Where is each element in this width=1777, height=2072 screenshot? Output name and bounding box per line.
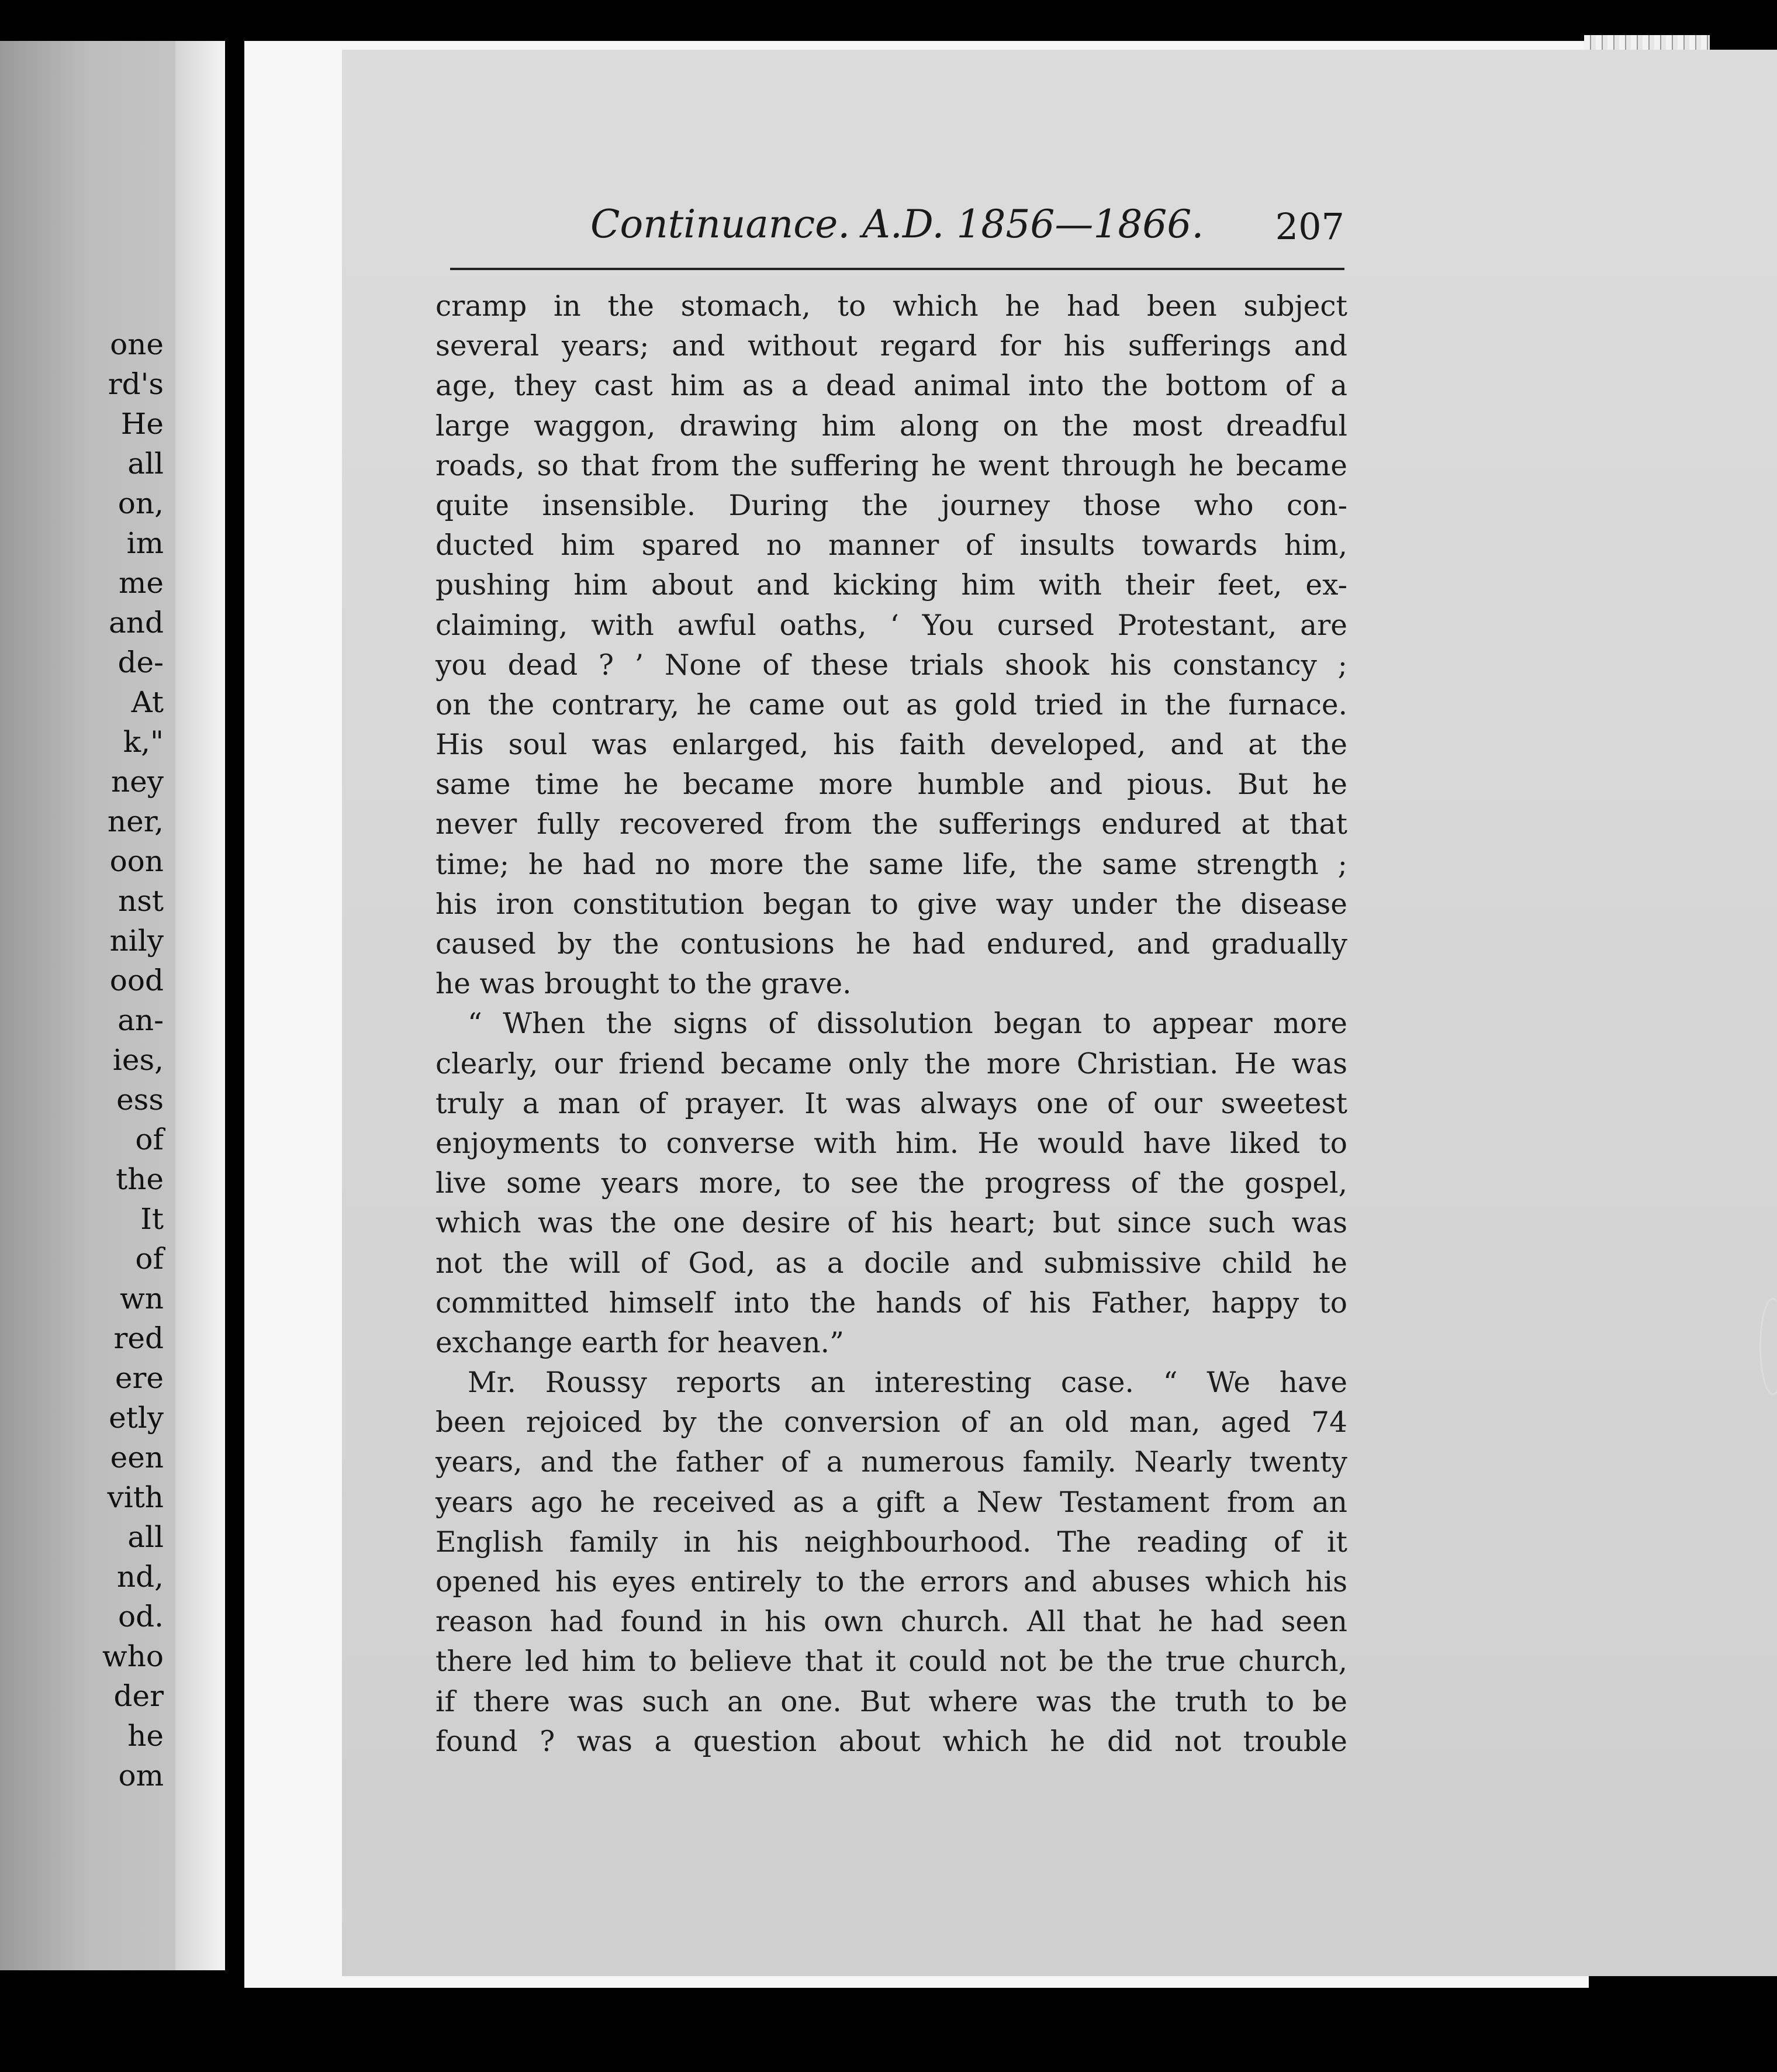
left-fragment: ies, xyxy=(112,1043,164,1077)
text-line: found ? was a question about which he did not trouble xyxy=(435,1725,1347,1758)
left-fragment: all xyxy=(127,447,164,481)
text-line: live some years more, to see the progress of the gospel, xyxy=(435,1167,1347,1200)
left-fragment: the xyxy=(116,1162,164,1196)
left-fragment: rd's xyxy=(108,367,164,401)
left-fragment: wn xyxy=(120,1282,164,1315)
text-line: English family in his neighbourhood. The reading of it xyxy=(435,1525,1347,1559)
text-line: roads, so that from the suffering he went through he became xyxy=(435,449,1347,482)
text-line: years, and the father of a numerous family. Nearly twenty xyxy=(435,1446,1347,1479)
left-fragment: nily xyxy=(109,924,164,958)
left-fragment: one xyxy=(110,327,164,361)
text-line: you dead ? ’ None of these trials shook his constancy ; xyxy=(435,648,1347,682)
left-fragment: all xyxy=(127,1520,164,1554)
left-fragment: ner, xyxy=(107,804,164,838)
left-fragment: me xyxy=(118,566,164,600)
left-fragment: nd, xyxy=(116,1560,164,1594)
text-line: never fully recovered from the sufferings endured at that xyxy=(435,808,1347,841)
left-fragment: and xyxy=(108,606,164,640)
text-line: His soul was enlarged, his faith developed, and at the xyxy=(435,728,1347,762)
text-line: caused by the contusions he had endured, and gradually xyxy=(435,928,1347,961)
page-number: 207 xyxy=(1275,205,1344,248)
text-line: committed himself into the hands of his Father, happy to xyxy=(435,1286,1347,1320)
text-line: his iron constitution began to give way under the disease xyxy=(435,887,1347,921)
page-gutter xyxy=(175,41,225,1970)
text-line: on the contrary, he came out as gold tried in the furnace. xyxy=(435,688,1347,721)
text-line: if there was such an one. But where was the truth to be xyxy=(435,1685,1347,1718)
left-fragment: It xyxy=(140,1202,164,1236)
text-line: quite insensible. During the journey those who con- xyxy=(435,489,1347,522)
left-fragment: At xyxy=(131,685,164,719)
text-line: large waggon, drawing him along on the most dreadful xyxy=(435,409,1347,443)
left-fragment: oon xyxy=(109,844,164,878)
left-fragment: an- xyxy=(117,1003,164,1037)
text-line: several years; and without regard for his sufferings and xyxy=(435,330,1347,363)
text-line: age, they cast him as a dead animal into the bottom of a xyxy=(435,369,1347,403)
left-fragment: red xyxy=(113,1321,164,1355)
text-line: clearly, our friend became only the more Christian. He was xyxy=(435,1047,1347,1080)
text-line: he was brought to the grave. xyxy=(435,968,852,1001)
left-fragment: ess xyxy=(116,1083,164,1117)
left-fragment: ere xyxy=(115,1361,164,1395)
text-line: there led him to believe that it could not be the true church, xyxy=(435,1645,1347,1679)
text-line: cramp in the stomach, to which he had been subject xyxy=(435,290,1347,323)
text-line: years ago he received as a gift a New Testament from an xyxy=(435,1486,1347,1519)
left-fragment: od. xyxy=(117,1600,164,1634)
text-line: claiming, with awful oaths, ‘ You cursed Protestant, are xyxy=(435,609,1347,642)
left-fragment: der xyxy=(113,1679,164,1713)
text-line: reason had found in his own church. All that he had seen xyxy=(435,1605,1347,1639)
text-line: “ When the signs of dissolution began to appear more xyxy=(468,1007,1347,1041)
text-line: been rejoiced by the conversion of an old man, aged 74 xyxy=(435,1406,1347,1439)
left-fragment: he xyxy=(127,1719,164,1753)
left-fragment: om xyxy=(118,1759,164,1793)
text-line: enjoyments to converse with him. He would have liked to xyxy=(435,1127,1347,1160)
text-line: not the will of God, as a docile and submissive child he xyxy=(435,1246,1347,1280)
header-rule xyxy=(450,268,1344,270)
left-fragment: k," xyxy=(123,725,164,759)
left-fragment: He xyxy=(120,407,164,441)
left-fragment: een xyxy=(110,1441,164,1474)
left-fragment: nst xyxy=(118,884,164,918)
running-title: Continuance. A.D. 1856—1866. xyxy=(590,202,1204,247)
text-line: which was the one desire of his heart; but since such was xyxy=(435,1207,1347,1240)
text-line: pushing him about and kicking him with their feet, ex- xyxy=(435,569,1347,602)
page-header xyxy=(590,202,1344,254)
left-fragment: de- xyxy=(117,645,164,679)
left-fragment: vith xyxy=(107,1480,164,1514)
left-fragment: etly xyxy=(109,1401,164,1435)
text-line: exchange earth for heaven.” xyxy=(435,1326,844,1359)
text-line: ducted him spared no manner of insults towards him, xyxy=(435,529,1347,562)
body-text xyxy=(435,286,1347,1762)
left-fragment: im xyxy=(126,526,164,560)
text-line: same time he became more humble and pious. But he xyxy=(435,768,1347,802)
text-line: truly a man of prayer. It was always one of our sweetest xyxy=(435,1087,1347,1120)
left-fragment: of xyxy=(135,1123,164,1156)
left-fragment: who xyxy=(102,1639,164,1673)
left-fragment: of xyxy=(135,1242,164,1276)
left-fragment: ney xyxy=(110,765,164,799)
text-line: time; he had no more the same life, the same strength ; xyxy=(435,848,1347,881)
left-fragment: ood xyxy=(109,964,164,997)
text-line: opened his eyes entirely to the errors and abuses which his xyxy=(435,1566,1347,1598)
text-line: Mr. Roussy reports an interesting case. “ We have xyxy=(468,1366,1347,1400)
left-page-text-fragments xyxy=(0,324,164,1795)
left-fragment: on, xyxy=(117,486,164,520)
